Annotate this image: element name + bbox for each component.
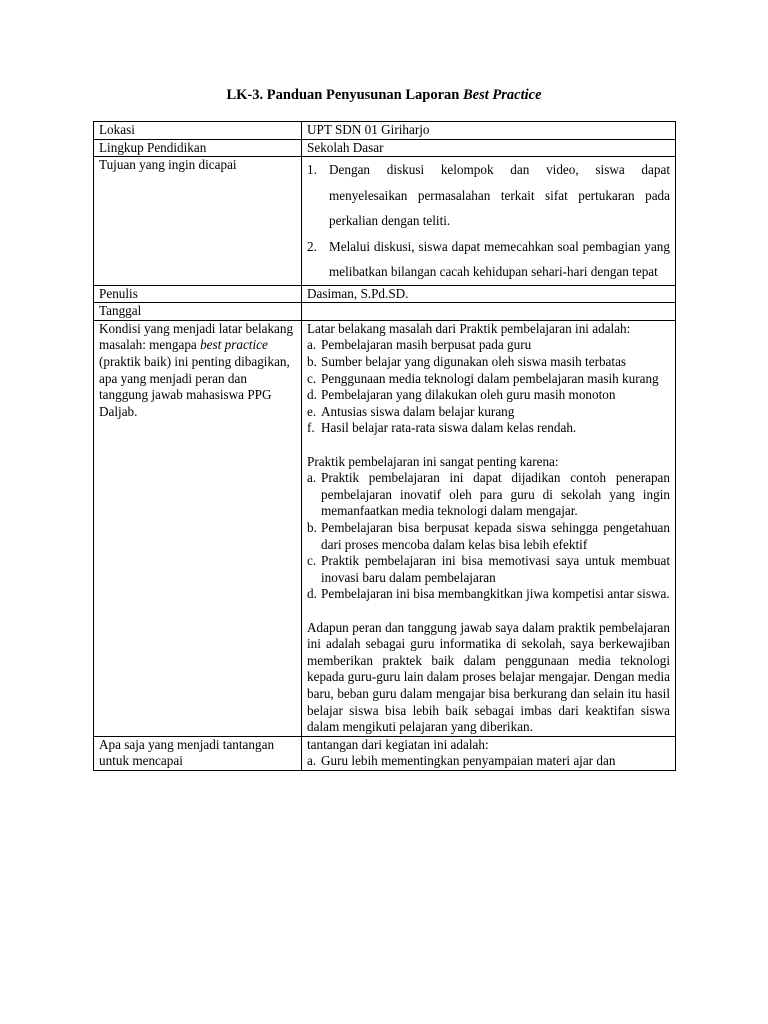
peran-paragraph: Adapun peran dan tanggung jawab saya dalam praktik pembelajaran ini adalah sebagai guru informatika di sekolah, saya berkewajiban memberikan praktek baik dalam penggunaan media teknologi kepada guru-guru lain dalam proses belajar mengajar. Dengan media baru, beban guru dalam mengajar bisa berkurang dan selain itu hasil belajar siswa bisa lebih baik sebagai imbas dari keaktifan siswa dalam mengikuti pelajaran yang diberikan. [307,619,670,735]
report-table [93,121,676,771]
latar-list [307,337,670,437]
value-lokasi: UPT SDN 01 Giriharjo [302,122,676,140]
list-item: f. Hasil belajar rata-rata siswa dalam kelas rendah. [307,420,577,436]
title-italic-text: Best Practice [462,87,542,103]
value-penulis: Dasiman, S.Pd.SD. [302,285,676,303]
table-row-tujuan [94,157,676,286]
list-item: a. Pembelajaran masih berpusat pada guru [307,337,532,353]
label-tujuan: Tujuan yang ingin dicapai [94,157,302,286]
table-row-lingkup [94,139,676,157]
list-marker: 1. [307,162,317,178]
value-tujuan [302,157,676,286]
label-tantangan: Apa saja yang menjadi tantangan untuk mencapai [94,736,302,770]
kondisi-intro: Latar belakang masalah dari Praktik pembelajaran ini adalah: [307,320,631,336]
tujuan-text: Dengan diskusi kelompok dan video, siswa dapat menyelesaikan permasalahan terkait sifat pertukaran pada perkalian dengan teliti. [329,162,670,229]
list-item: d. Pembelajaran ini bisa membangkitkan jiwa kompetisi antar siswa. [307,586,670,602]
tantangan-list [307,753,670,770]
tantangan-intro: tantangan dari kegiatan ini adalah: [307,736,489,752]
tujuan-text: Melalui diskusi, siswa dapat memecahkan soal pembagian yang melibatkan bilangan cacah kehidupan sehari-hari dengan tepat [329,238,670,280]
title-text: LK-3. Panduan Penyusunan Laporan [226,87,463,103]
spacer [307,437,670,454]
list-item: c. Praktik pembelajaran ini bisa memotivasi saya untuk membuat inovasi baru dalam pembelajaran [307,553,670,585]
value-kondisi [302,320,676,736]
label-lingkup: Lingkup Pendidikan [94,139,302,157]
table-row-tanggal [94,303,676,321]
table-row-penulis [94,285,676,303]
value-lingkup: Sekolah Dasar [302,139,676,157]
table-row-kondisi [94,320,676,736]
list-item: b. Sumber belajar yang digunakan oleh siswa masih terbatas [307,354,627,370]
list-item: a. Praktik pembelajaran ini dapat dijadikan contoh penerapan pembelajaran inovatif oleh para guru di sekolah yang ingin memanfaatkan media teknologi dalam mengajar. [307,470,670,519]
value-tantangan [302,736,676,770]
list-item: a. Guru lebih mementingkan penyampaian materi ajar dan [307,753,616,769]
label-lokasi: Lokasi [94,122,302,140]
list-item: b. Pembelajaran bisa berpusat kepada siswa sehingga pengetahuan dari proses mencoba dalam kelas bisa lebih efektif [307,520,670,552]
list-item: e. Antusias siswa dalam belajar kurang [307,403,515,419]
tujuan-list [307,157,670,285]
list-item: c. Penggunaan media teknologi dalam pembelajaran masih kurang [307,370,659,386]
label-tanggal: Tanggal [94,303,302,321]
label-kondisi: Kondisi yang menjadi latar belakang masalah: mengapa best practice (praktik baik) ini penting dibagikan, apa yang menjadi peran dan tanggung jawab mahasiswa PPG Daljab. [94,320,302,736]
tujuan-item [307,234,670,285]
page-title [0,87,768,104]
list-item: d. Pembelajaran yang dilakukan oleh guru masih monoton [307,387,616,403]
list-marker: 2. [307,238,317,254]
spacer [307,603,670,620]
table-row-lokasi [94,122,676,140]
tujuan-item [307,157,670,234]
penting-list [307,470,670,603]
value-tanggal [302,303,676,321]
label-penulis: Penulis [94,285,302,303]
table-row-tantangan [94,736,676,770]
penting-intro: Praktik pembelajaran ini sangat penting karena: [307,453,559,469]
